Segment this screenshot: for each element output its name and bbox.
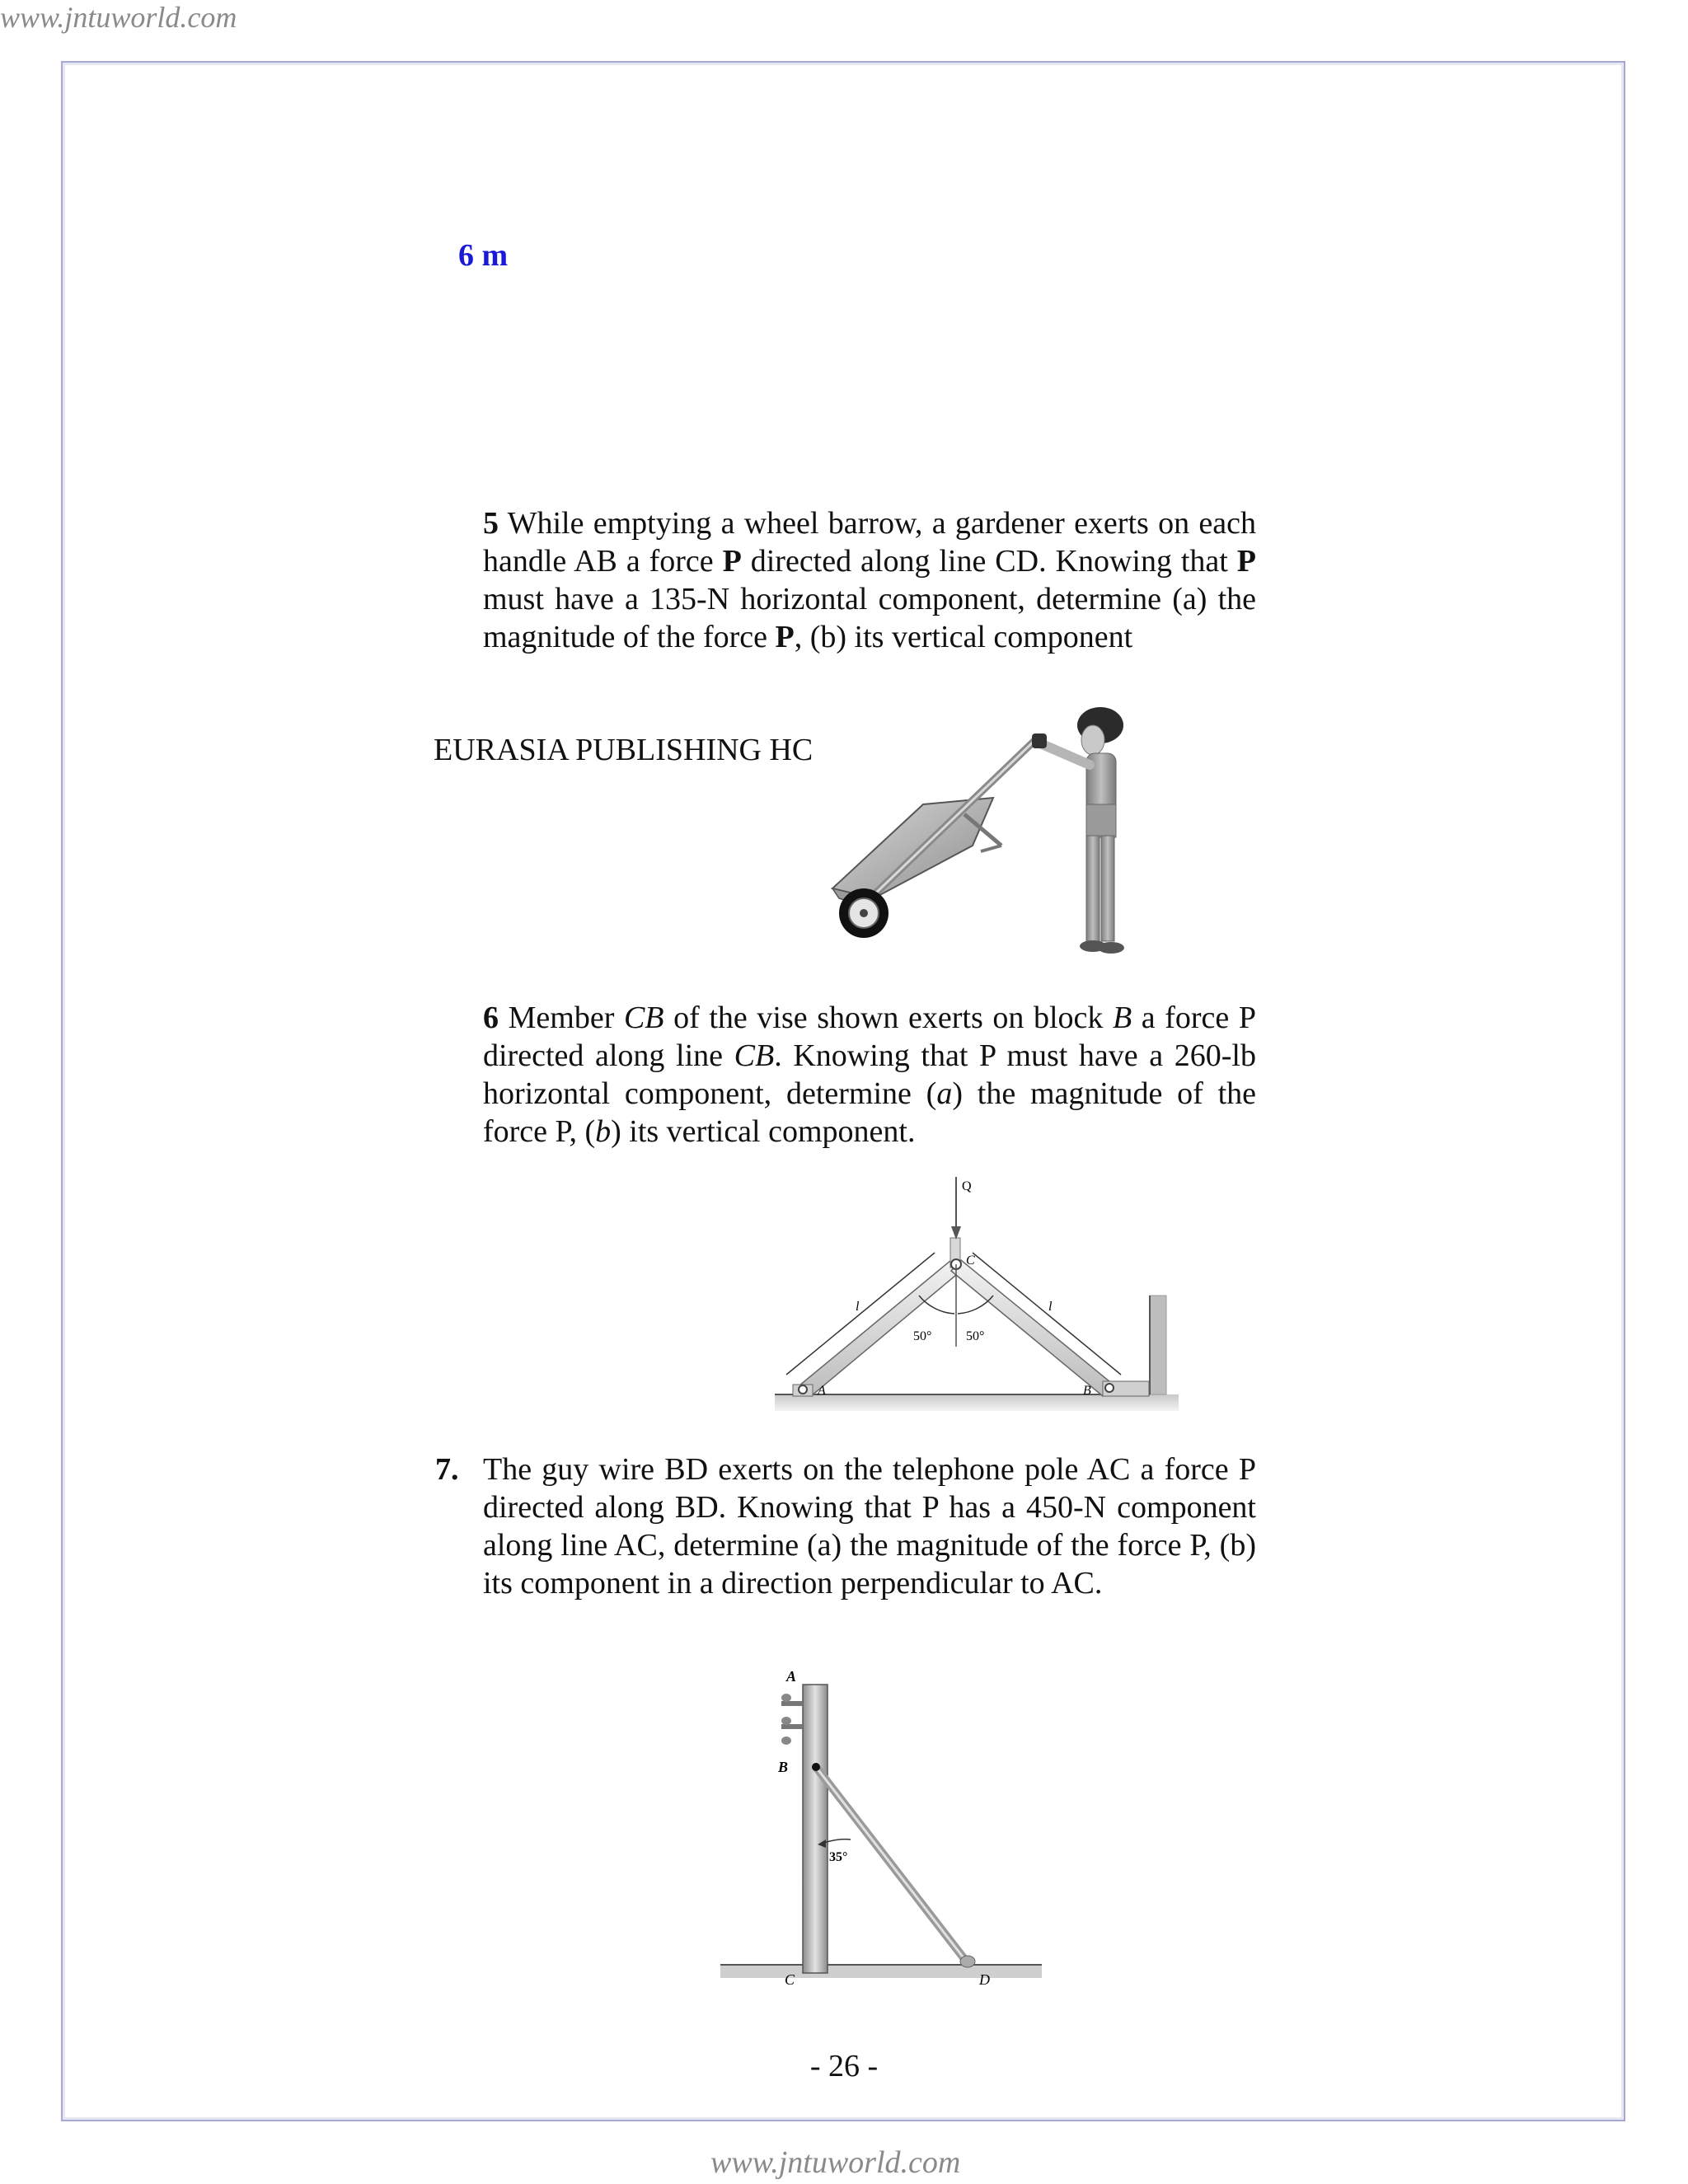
problem-text-run: must have a 135-N horizontal component, determine (a) the magnitude of the force bbox=[483, 582, 1256, 654]
label-B: B bbox=[778, 1759, 789, 1775]
problem-text-run: a bbox=[936, 1076, 953, 1111]
watermark-bottom: www.jntuworld.com bbox=[710, 2145, 961, 2180]
telephone-pole-figure bbox=[717, 1665, 1047, 1991]
problem-text-run: . Knowing that P must have a 260-lb horizontal component, determine ( bbox=[483, 1038, 1256, 1111]
label-Q: Q bbox=[962, 1179, 972, 1193]
problem-text-run: CB bbox=[734, 1038, 775, 1073]
problem-number: 6 bbox=[483, 1001, 499, 1035]
problem-number: 5 bbox=[483, 506, 499, 541]
label-C: C bbox=[966, 1254, 975, 1268]
problem-text-run: b bbox=[595, 1114, 612, 1149]
problem-text-run: directed along line CD. Knowing that bbox=[741, 544, 1237, 579]
gardener bbox=[1032, 707, 1124, 954]
watermark-top: www.jntuworld.com bbox=[0, 1, 237, 34]
problem-text-run: P bbox=[722, 544, 742, 579]
dimension-label-6m: 6 m bbox=[458, 238, 509, 273]
problem-text bbox=[483, 1452, 1256, 1601]
problem-text bbox=[483, 506, 1256, 654]
label-l-right: l bbox=[1048, 1300, 1053, 1314]
label-B: B bbox=[1083, 1384, 1091, 1398]
problem-text-run: Member bbox=[508, 1001, 624, 1035]
problem-number: 7. bbox=[435, 1452, 459, 1487]
problem-text-run: P bbox=[1236, 544, 1256, 579]
label-A: A bbox=[818, 1384, 826, 1398]
problem-text-run: , (b) its vertical component bbox=[794, 620, 1133, 654]
problem-text-run: of the vise shown exerts on block bbox=[663, 1001, 1113, 1035]
problem-text-run: The guy wire BD exerts on the telephone pole AC a force P directed along BD. Knowing that P has a 450-N component along line AC, determine (a) the magnitude of the force P, (b) its component in a direction perpendicular to AC. bbox=[483, 1452, 1256, 1601]
problem-text-run: ) the magnitude of the force P, ( bbox=[483, 1076, 1256, 1149]
label-l-left: l bbox=[856, 1300, 860, 1314]
page-number: - 26 - bbox=[809, 2049, 879, 2083]
wheelbarrow-gardener-figure bbox=[824, 707, 1187, 963]
vise-figure bbox=[775, 1174, 1187, 1426]
label-A: A bbox=[786, 1668, 797, 1685]
problem-text-run: While emptying a wheel barrow, a gardener exerts on each handle AB a force bbox=[483, 506, 1256, 579]
label-D: D bbox=[979, 1971, 990, 1988]
publisher-name: EURASIA PUBLISHING HC bbox=[434, 733, 814, 767]
problem-text-run: CB bbox=[623, 1001, 664, 1035]
label-angle-right: 50° bbox=[966, 1329, 985, 1343]
label-C: C bbox=[785, 1971, 795, 1988]
wheelbarrow bbox=[832, 738, 1037, 938]
problem-6 bbox=[483, 999, 1256, 1151]
problem-text-run: P bbox=[775, 620, 795, 654]
problem-text bbox=[483, 1001, 1256, 1149]
problem-7 bbox=[435, 1451, 1256, 1602]
label-angle: 35° bbox=[829, 1850, 848, 1864]
problem-text-run: a force P directed along line bbox=[483, 1001, 1257, 1073]
label-angle-left: 50° bbox=[913, 1329, 932, 1343]
problem-text-run: ) its vertical component. bbox=[611, 1114, 916, 1149]
problem-5 bbox=[483, 504, 1256, 656]
problem-text-run: B bbox=[1112, 1001, 1132, 1035]
